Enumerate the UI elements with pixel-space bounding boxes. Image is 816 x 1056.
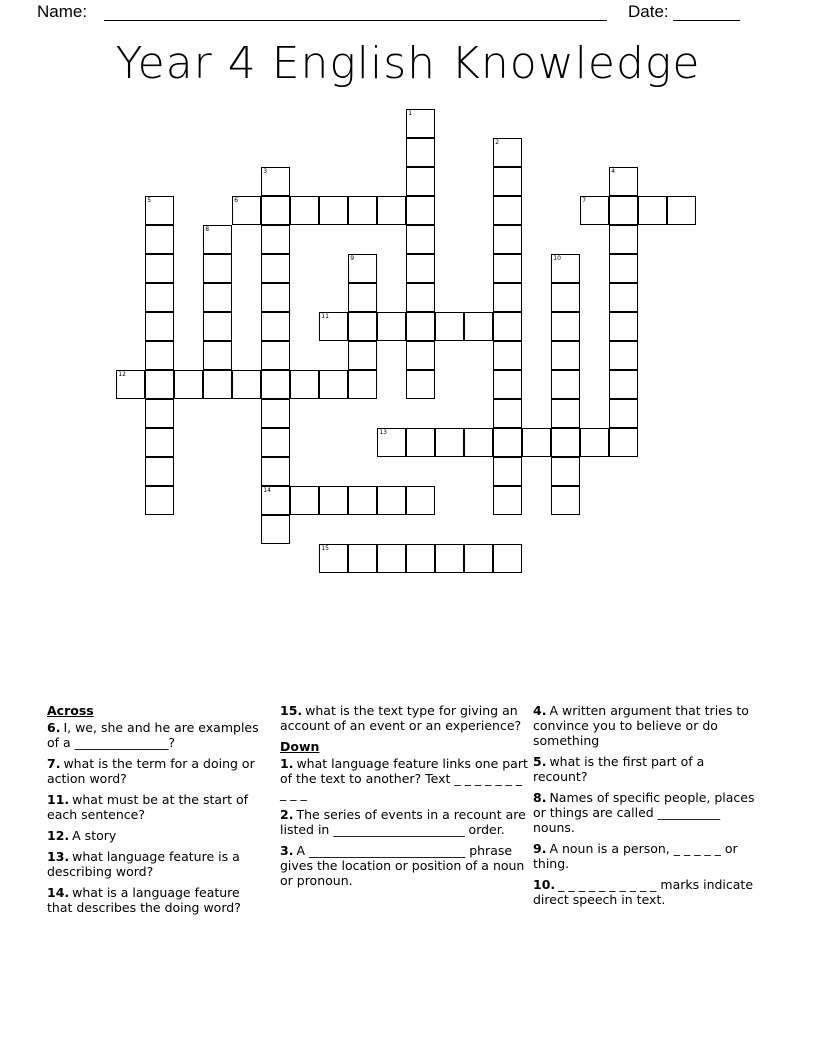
clues-column-1: [47, 703, 269, 921]
grid-cell[interactable]: [261, 283, 290, 312]
grid-cell[interactable]: [348, 370, 377, 399]
clue: [280, 703, 528, 733]
clue-number-label: 14: [263, 487, 271, 495]
grid-cell[interactable]: [638, 196, 667, 225]
clue-text: A noun is a person, _ _ _ _ _ or thing.: [533, 841, 738, 871]
grid-cell[interactable]: [493, 457, 522, 486]
grid-cell[interactable]: [261, 312, 290, 341]
clue-text: Names of specific people, places or things are called __________ nouns.: [533, 790, 755, 835]
clue: [280, 756, 528, 801]
grid-cell[interactable]: [348, 254, 377, 283]
clue-number-label: 8: [205, 226, 210, 234]
grid-cell[interactable]: [551, 283, 580, 312]
clue-number: 10.: [533, 877, 556, 892]
grid-cell[interactable]: [551, 312, 580, 341]
grid-cell[interactable]: [145, 486, 174, 515]
grid-cell[interactable]: [580, 196, 609, 225]
grid-cell[interactable]: [493, 428, 522, 457]
grid-cell[interactable]: [493, 312, 522, 341]
clue-text: A written argument that tries to convince you to believe or do something: [533, 703, 749, 748]
grid-cell[interactable]: [609, 399, 638, 428]
grid-cell[interactable]: [406, 428, 435, 457]
grid-cell[interactable]: [145, 283, 174, 312]
grid-cell[interactable]: [493, 341, 522, 370]
grid-cell[interactable]: [609, 312, 638, 341]
clue-text: _ _ _ _ _ _ _ _ _ _ marks indicate direct speech in text.: [533, 877, 754, 907]
grid-cell[interactable]: [406, 196, 435, 225]
grid-cell[interactable]: [116, 370, 145, 399]
clue-number: 9.: [533, 841, 547, 856]
grid-cell[interactable]: [261, 341, 290, 370]
grid-cell[interactable]: [406, 138, 435, 167]
grid-cell[interactable]: [261, 428, 290, 457]
clue-number: 4.: [533, 703, 547, 718]
grid-cell[interactable]: [145, 225, 174, 254]
grid-cell[interactable]: [522, 428, 551, 457]
clue-number-label: 3: [263, 168, 268, 176]
grid-cell[interactable]: [174, 370, 203, 399]
grid-cell[interactable]: [290, 370, 319, 399]
grid-cell[interactable]: [609, 370, 638, 399]
clue-number-label: 12: [118, 371, 126, 379]
grid-cell[interactable]: [406, 109, 435, 138]
grid-cell[interactable]: [406, 283, 435, 312]
clue-text: what is the text type for giving an account of an event or an experience?: [280, 703, 522, 733]
grid-cell[interactable]: [377, 312, 406, 341]
date-label: Date:: [628, 2, 669, 21]
clue: [47, 720, 269, 750]
grid-cell[interactable]: [580, 428, 609, 457]
clue-number: 12.: [47, 828, 70, 843]
clue: [47, 849, 269, 879]
clue-number-label: 9: [350, 255, 355, 263]
grid-cell[interactable]: [406, 370, 435, 399]
grid-cell[interactable]: [464, 544, 493, 573]
clues-column-2: [280, 703, 528, 894]
grid-cell[interactable]: [551, 486, 580, 515]
clue: [533, 841, 758, 871]
grid-cell[interactable]: [261, 254, 290, 283]
grid-cell[interactable]: [464, 312, 493, 341]
clue-number: 3.: [280, 843, 294, 858]
grid-cell[interactable]: [406, 254, 435, 283]
grid-cell[interactable]: [551, 254, 580, 283]
grid-cell[interactable]: [551, 457, 580, 486]
grid-cell[interactable]: [145, 370, 174, 399]
grid-cell[interactable]: [290, 486, 319, 515]
clue-number-label: 15: [321, 545, 329, 553]
clue-text: what language feature links one part of the text to another? Text _ _ _ _ _ _ _ _ _ _: [280, 756, 528, 801]
grid-cell[interactable]: [406, 341, 435, 370]
grid-cell[interactable]: [319, 370, 348, 399]
clue: [533, 790, 758, 835]
grid-cell[interactable]: [551, 370, 580, 399]
grid-cell[interactable]: [493, 283, 522, 312]
grid-cell[interactable]: [406, 486, 435, 515]
down-heading: Down: [280, 739, 320, 754]
clue-number-label: 2: [495, 139, 500, 147]
grid-cell[interactable]: [493, 370, 522, 399]
grid-cell[interactable]: [203, 254, 232, 283]
grid-cell[interactable]: [145, 457, 174, 486]
clue-text: what is the term for a doing or action word?: [47, 756, 255, 786]
clues-column-3: [533, 703, 758, 913]
grid-cell[interactable]: [493, 138, 522, 167]
clue-number-label: 6: [234, 197, 239, 205]
grid-cell[interactable]: [348, 341, 377, 370]
clue-number: 8.: [533, 790, 547, 805]
clue: [533, 703, 758, 748]
grid-cell[interactable]: [319, 544, 348, 573]
across-heading: Across: [47, 703, 94, 718]
grid-cell[interactable]: [348, 283, 377, 312]
name-label: Name:: [37, 2, 88, 21]
clue-text: A _________________________ phrase gives the location or position of a noun or pronoun.: [280, 843, 525, 888]
grid-cell[interactable]: [609, 428, 638, 457]
grid-cell[interactable]: [203, 283, 232, 312]
clue: [47, 792, 269, 822]
grid-cell[interactable]: [348, 544, 377, 573]
clue-number-label: 13: [379, 429, 387, 437]
grid-cell[interactable]: [261, 399, 290, 428]
clue-text: what is a language feature that describes the doing word?: [47, 885, 241, 915]
grid-cell[interactable]: [232, 196, 261, 225]
clue-text: I, we, she and he are examples of a _______________?: [47, 720, 259, 750]
grid-cell[interactable]: [609, 225, 638, 254]
grid-cell[interactable]: [493, 486, 522, 515]
grid-cell[interactable]: [232, 370, 261, 399]
clue: [533, 754, 758, 784]
grid-cell[interactable]: [435, 312, 464, 341]
grid-cell[interactable]: [551, 341, 580, 370]
grid-cell[interactable]: [203, 312, 232, 341]
grid-cell[interactable]: [493, 225, 522, 254]
grid-cell[interactable]: [348, 312, 377, 341]
grid-cell[interactable]: [145, 312, 174, 341]
name-field[interactable]: [104, 20, 607, 21]
clue-number: 6.: [47, 720, 61, 735]
clue: [280, 807, 528, 837]
grid-cell[interactable]: [319, 196, 348, 225]
clue-number: 13.: [47, 849, 70, 864]
grid-cell[interactable]: [261, 515, 290, 544]
grid-cell[interactable]: [261, 486, 290, 515]
grid-cell[interactable]: [406, 544, 435, 573]
clue-text: what language feature is a describing word?: [47, 849, 240, 879]
grid-cell[interactable]: [377, 486, 406, 515]
grid-cell[interactable]: [145, 399, 174, 428]
grid-cell[interactable]: [493, 254, 522, 283]
grid-cell[interactable]: [261, 225, 290, 254]
grid-cell[interactable]: [319, 312, 348, 341]
grid-cell[interactable]: [493, 399, 522, 428]
grid-cell[interactable]: [377, 544, 406, 573]
clue-number: 1.: [280, 756, 294, 771]
grid-cell[interactable]: [609, 283, 638, 312]
clue-text: what must be at the start of each sentence?: [47, 792, 249, 822]
clue-number: 11.: [47, 792, 70, 807]
clue-number: 5.: [533, 754, 547, 769]
clue-number-label: 10: [553, 255, 561, 263]
grid-cell[interactable]: [609, 341, 638, 370]
clue-number-label: 1: [408, 110, 413, 118]
grid-cell[interactable]: [203, 225, 232, 254]
clue-number: 15.: [280, 703, 303, 718]
clue-number-label: 11: [321, 313, 329, 321]
grid-cell[interactable]: [290, 196, 319, 225]
grid-cell[interactable]: [145, 428, 174, 457]
page-title: Year 4 English Knowledge: [115, 38, 701, 89]
clue: [280, 843, 528, 888]
clue-number: 14.: [47, 885, 70, 900]
clue-number-label: 5: [147, 197, 152, 205]
grid-cell[interactable]: [609, 254, 638, 283]
grid-cell[interactable]: [377, 196, 406, 225]
grid-cell[interactable]: [406, 225, 435, 254]
grid-cell[interactable]: [261, 457, 290, 486]
grid-cell[interactable]: [464, 428, 493, 457]
grid-cell[interactable]: [261, 196, 290, 225]
grid-cell[interactable]: [493, 196, 522, 225]
clue: [47, 756, 269, 786]
grid-cell[interactable]: [319, 486, 348, 515]
grid-cell[interactable]: [435, 544, 464, 573]
clue-number: 7.: [47, 756, 61, 771]
grid-cell[interactable]: [145, 254, 174, 283]
clue-number-label: 4: [611, 168, 616, 176]
grid-cell[interactable]: [551, 399, 580, 428]
grid-cell[interactable]: [493, 167, 522, 196]
grid-cell[interactable]: [261, 167, 290, 196]
grid-cell[interactable]: [609, 167, 638, 196]
clue-text: what is the first part of a recount?: [533, 754, 705, 784]
clue-number-label: 7: [582, 197, 587, 205]
clue-text: The series of events in a recount are listed in _____________________ order.: [280, 807, 526, 837]
grid-cell[interactable]: [203, 370, 232, 399]
grid-cell[interactable]: [145, 196, 174, 225]
grid-cell[interactable]: [406, 312, 435, 341]
grid-cell[interactable]: [667, 196, 696, 225]
grid-cell[interactable]: [377, 428, 406, 457]
grid-cell[interactable]: [348, 486, 377, 515]
clue: [47, 828, 269, 843]
grid-cell[interactable]: [145, 341, 174, 370]
grid-cell[interactable]: [435, 428, 464, 457]
clue: [533, 877, 758, 907]
clue: [47, 885, 269, 915]
grid-cell[interactable]: [551, 428, 580, 457]
clue-text: A story: [72, 828, 117, 843]
grid-cell[interactable]: [609, 196, 638, 225]
clue-number: 2.: [280, 807, 294, 822]
grid-cell[interactable]: [261, 370, 290, 399]
grid-cell[interactable]: [406, 167, 435, 196]
date-field[interactable]: [673, 20, 740, 21]
grid-cell[interactable]: [348, 196, 377, 225]
grid-cell[interactable]: [493, 544, 522, 573]
grid-cell[interactable]: [203, 341, 232, 370]
